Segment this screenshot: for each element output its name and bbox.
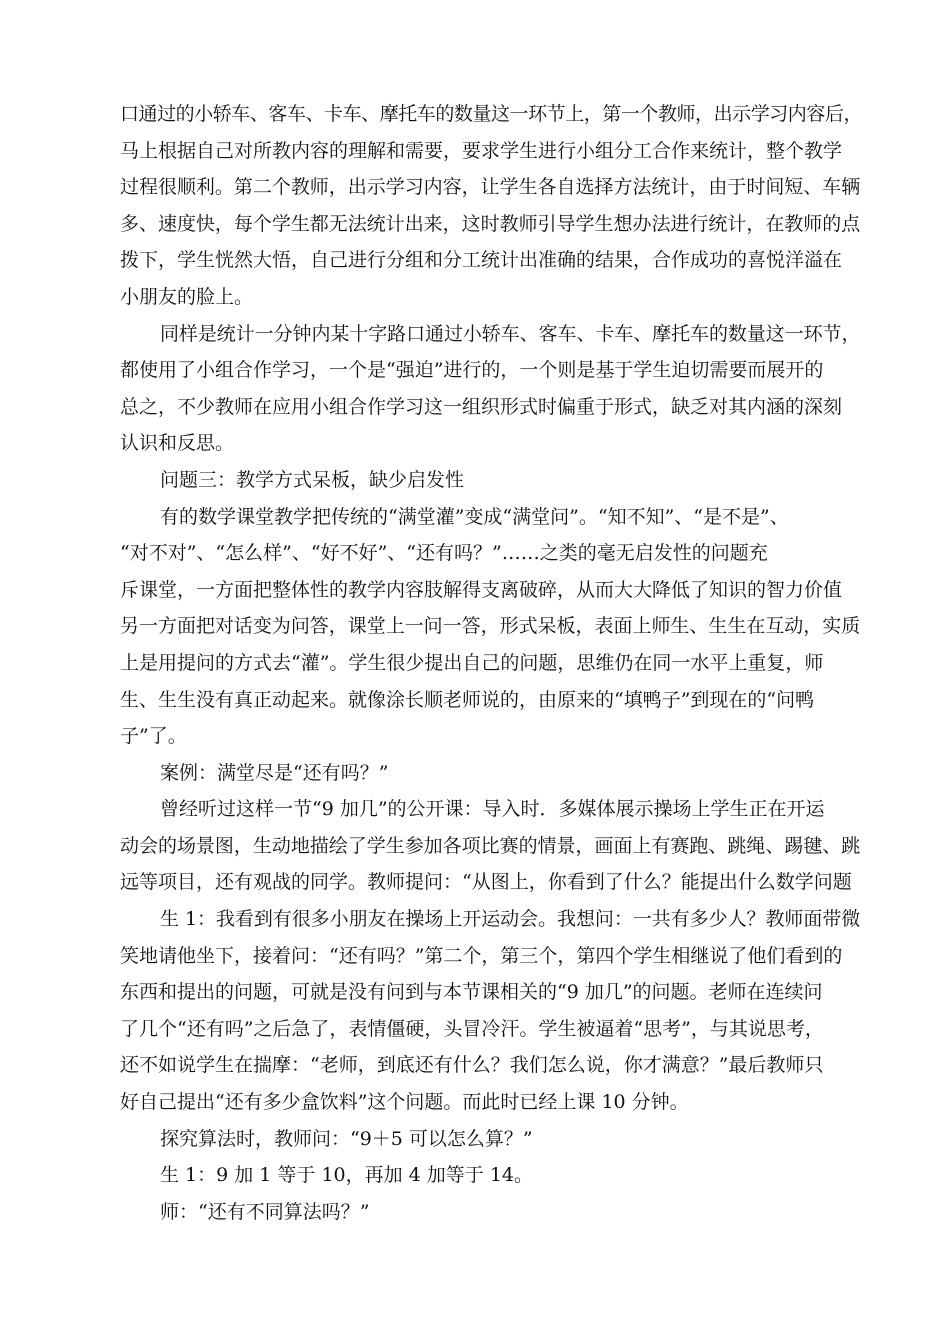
text-line: 笑地请他坐下，接着问：“还有吗？”第二个，第三个，第四个学生相继说了他们看到的: [120, 944, 843, 967]
text-line: 案例：满堂尽是“还有吗？”: [160, 761, 389, 784]
text-line: 上是用提问的方式去“灌”。学生很少提出自己的问题，思维仍在同一水平上重复，师: [120, 651, 824, 674]
text-line: 生、生生没有真正动起来。就像涂长顺老师说的，由原来的“填鸭子”到现在的“问鸭: [120, 688, 815, 711]
document-body: [120, 96, 863, 1230]
text-line: 动会的场景图，生动地描绘了学生参加各项比赛的情景，画面上有赛跑、跳绳、踢毽、跳: [120, 834, 861, 857]
text-line: 过程很顺利。第二个教师，出示学习内容，让学生各自选择方法统计，由于时间短、车辆: [120, 176, 861, 199]
text-line: 都使用了小组合作学习，一个是“强迫”进行的，一个则是基于学生迫切需要而展开的: [120, 359, 824, 382]
text-line: 东西和提出的问题，可就是没有问到与本节课相关的“9 加几”的问题。老师在连续问: [120, 981, 823, 1004]
text-line: 认识和反思。: [120, 432, 235, 455]
text-line: 同样是统计一分钟内某十字路口通过小轿车、客车、卡车、摩托车的数量这一环节，: [160, 322, 861, 345]
text-line: 子”了。: [120, 725, 187, 748]
text-line: 总之，不少教师在应用小组合作学习这一组织形式时偏重于形式，缺乏对其内涵的深刻: [120, 395, 843, 418]
text-line: 师：“还有不同算法吗？”: [160, 1200, 370, 1223]
text-line: 马上根据自己对所教内容的理解和需要，要求学生进行小组分工合作来统计，整个教学: [120, 139, 843, 162]
text-line: 斥课堂，一方面把整体性的教学内容肢解得支离破碎，从而大大降低了知识的智力价值: [120, 578, 843, 601]
text-line: 另一方面把对话变为问答，课堂上一问一答，形式呆板，表面上师生、生生在互动，实质: [120, 615, 861, 638]
text-line: 还不如说学生在揣摩：“老师，到底还有什么？我们怎么说，你才满意？”最后教师只: [120, 1054, 824, 1077]
text-line: 口通过的小轿车、客车、卡车、摩托车的数量这一环节上，第一个教师，出示学习内容后，: [120, 103, 863, 125]
text-line: 曾经听过这样一节“9 加几”的公开课：导入时．多媒体展示操场上学生正在开运: [160, 798, 825, 821]
text-line: 了几个“还有吗”之后急了，表情僵硬，头冒冷汗。学生被逼着“思考”，与其说思考，: [120, 1017, 824, 1040]
text-line: 生 1：我看到有很多小朋友在操场上开运动会。我想问：一共有多少人？教师面带微: [160, 908, 861, 931]
text-line: 生 1：9 加 1 等于 10，再加 4 加等于 14。: [160, 1164, 534, 1187]
text-line: 好自己提出“还有多少盒饮料”这个问题。而此时已经上课 10 分钟。: [120, 1091, 689, 1114]
text-line: 拨下，学生恍然大悟，自己进行分组和分工统计出准确的结果，合作成功的喜悦洋溢在: [120, 249, 843, 272]
text-line: 探究算法时，教师问：“9＋5 可以怎么算？”: [160, 1127, 533, 1150]
text-line: 有的数学课堂教学把传统的“满堂灌”变成“满堂问”。“知不知”、“是不是”、: [160, 505, 789, 528]
text-line: “对不对”、“怎么样”、“好不好”、“还有吗？”……之类的毫无启发性的问题充: [120, 542, 768, 565]
text-line: 问题三：教学方式呆板，缺少启发性: [160, 468, 465, 491]
text-line: 远等项目，还有观战的同学。教师提问：“从图上，你看到了什么？能提出什么数学问题: [120, 871, 852, 894]
text-line: 多、速度快，每个学生都无法统计出来，这时教师引导学生想办法进行统计，在教师的点: [120, 212, 861, 235]
text-line: 小朋友的脸上。: [120, 285, 254, 308]
